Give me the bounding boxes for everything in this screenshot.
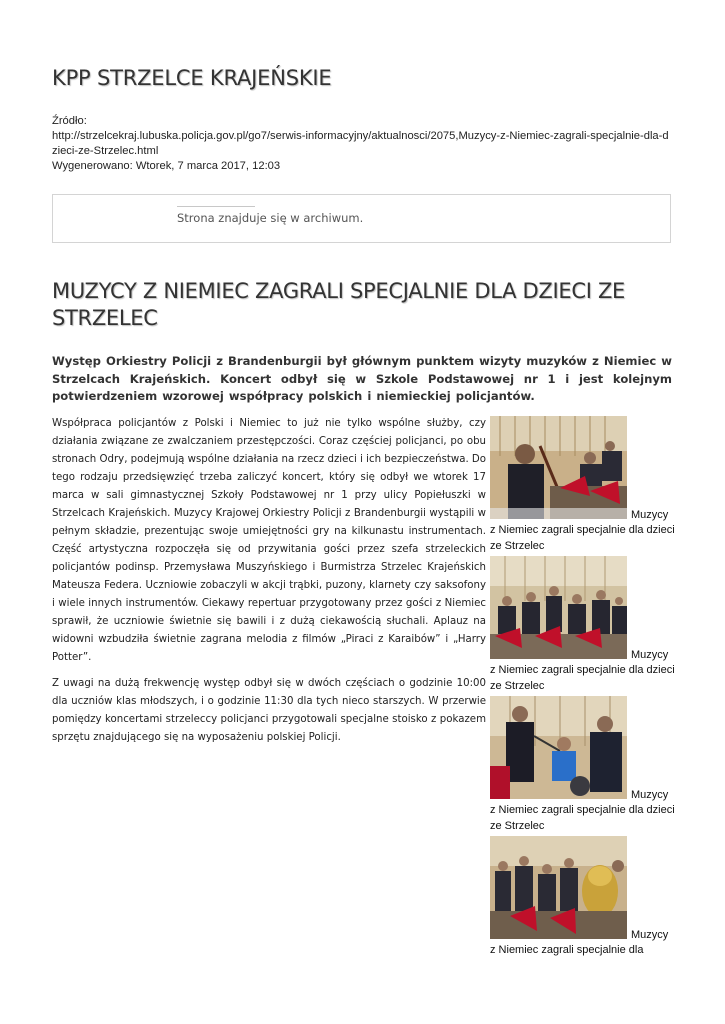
photo-gallery (490, 416, 680, 976)
gallery-caption: z Niemiec zagrali specjalnie dla dzieci ze Strzelec (490, 524, 675, 552)
gallery-caption-first: Muzycy (631, 509, 669, 521)
article-lead: Występ Orkiestry Policji z Brandenburgii był głównym punktem wizyty muzyków z Niemiec w Strzelcach Krajeńskich. Koncert odbył się w Szkole Podstawowej nr 1 i jest kolejnym potwierdzeniem wzorowej współpracy polskich i niemieckiej policjantów. (52, 354, 672, 403)
archive-notice-box (52, 194, 671, 243)
article-paragraph: Współpraca policjantów z Polski i Niemiec to już nie tylko wspólne służby, czy działania związane ze zwalczaniem przestępczości. Coraz częściej policjanci, po obu stronach Odry, podejmują wspólne działania na rzecz dzieci i ich bezpieczeństwa. Do tego rodzaju przedsięwzięć trzeba zaliczyć koncert, który się odbył we wtorek 17 marca w sali gimnastycznej Szkoły Podstawowej nr 1 przy ulicy Popiełuszki w Strzelcach Krajeńskich. Muzycy Krajowej Orkiestry Policji z Brandenburgii wystąpili w pełnym składzie, prezentując swoje umiejętności gry na kilkunastu instrumentach. Część artystyczna rozpoczęła się od przywitania gości przez szefa strzeleckich policjantów podinsp. Przemysława Muszyńskiego i Burmistrza Strzelec Krajeńskich Mateusza Federa. Uczniowie zobaczyli w akcji trąbki, puzony, klarnety czy saksofony i wiele innych instrumentów. Ciekawy repertuar przygotowany przez gości z Niemiec sprawił, że uczniowie świetnie się bawili i z dużą ciekawością słuchali. Aplauz na widowni wzbudziła świetnie zagrana melodia z filmów „Piraci z Karaibów” i „Harry Potter”. (52, 418, 487, 663)
source-label: Źródło: (52, 115, 87, 127)
concert-photo-1 (490, 416, 627, 519)
article-title: MUZYCY Z NIEMIEC ZAGRALI SPECJALNIE DLA DZIECI ZE STRZELEC (52, 279, 626, 330)
gallery-caption: z Niemiec zagrali specjalnie dla dzieci ze Strzelec (490, 804, 675, 832)
archive-divider (177, 206, 255, 207)
gallery-item[interactable] (490, 416, 680, 556)
gallery-photo[interactable] (490, 696, 627, 799)
gallery-item[interactable] (490, 836, 680, 976)
gallery-item[interactable] (490, 556, 680, 696)
generated-date: Wygenerowano: Wtorek, 7 marca 2017, 12:03 (52, 160, 281, 172)
gallery-photo[interactable] (490, 416, 627, 519)
concert-photo-4 (490, 836, 627, 939)
archive-notice: Strona znajduje się w archiwum. (177, 211, 364, 225)
gallery-photo[interactable] (490, 836, 627, 939)
article-body (52, 415, 486, 755)
site-title: KPP STRZELCE KRAJEŃSKIE (52, 66, 332, 90)
gallery-photo[interactable] (490, 556, 627, 659)
concert-photo-3 (490, 696, 627, 799)
gallery-item[interactable] (490, 696, 680, 836)
concert-photo-2 (490, 556, 627, 659)
source-meta (52, 114, 674, 174)
gallery-caption: z Niemiec zagrali specjalnie dla (490, 944, 644, 956)
gallery-caption-first: Muzycy (631, 789, 669, 801)
article-paragraph: Z uwagi na dużą frekwencję występ odbył się w dwóch częściach o godzinie 10:00 dla uczniów klas młodszych, i o godzinie 11:30 dla tych nieco starszych. W przerwie pomiędzy koncertami strzeleccy policjanci przygotowali specjalne stoisko z pokazem sprzętu znajdującego się na wyposażeniu polskiej Policji. (52, 678, 486, 743)
gallery-caption: z Niemiec zagrali specjalnie dla dzieci ze Strzelec (490, 664, 675, 692)
gallery-caption-first: Muzycy (631, 929, 669, 941)
gallery-caption-first: Muzycy (631, 649, 669, 661)
source-url[interactable]: http://strzelcekraj.lubuska.policja.gov.pl/go7/serwis-informacyjny/aktualnosci/2075,Muzycy-z-Niemiec-zagrali-specjalnie-dla-dzieci-ze-Strzelec.html (52, 130, 669, 157)
